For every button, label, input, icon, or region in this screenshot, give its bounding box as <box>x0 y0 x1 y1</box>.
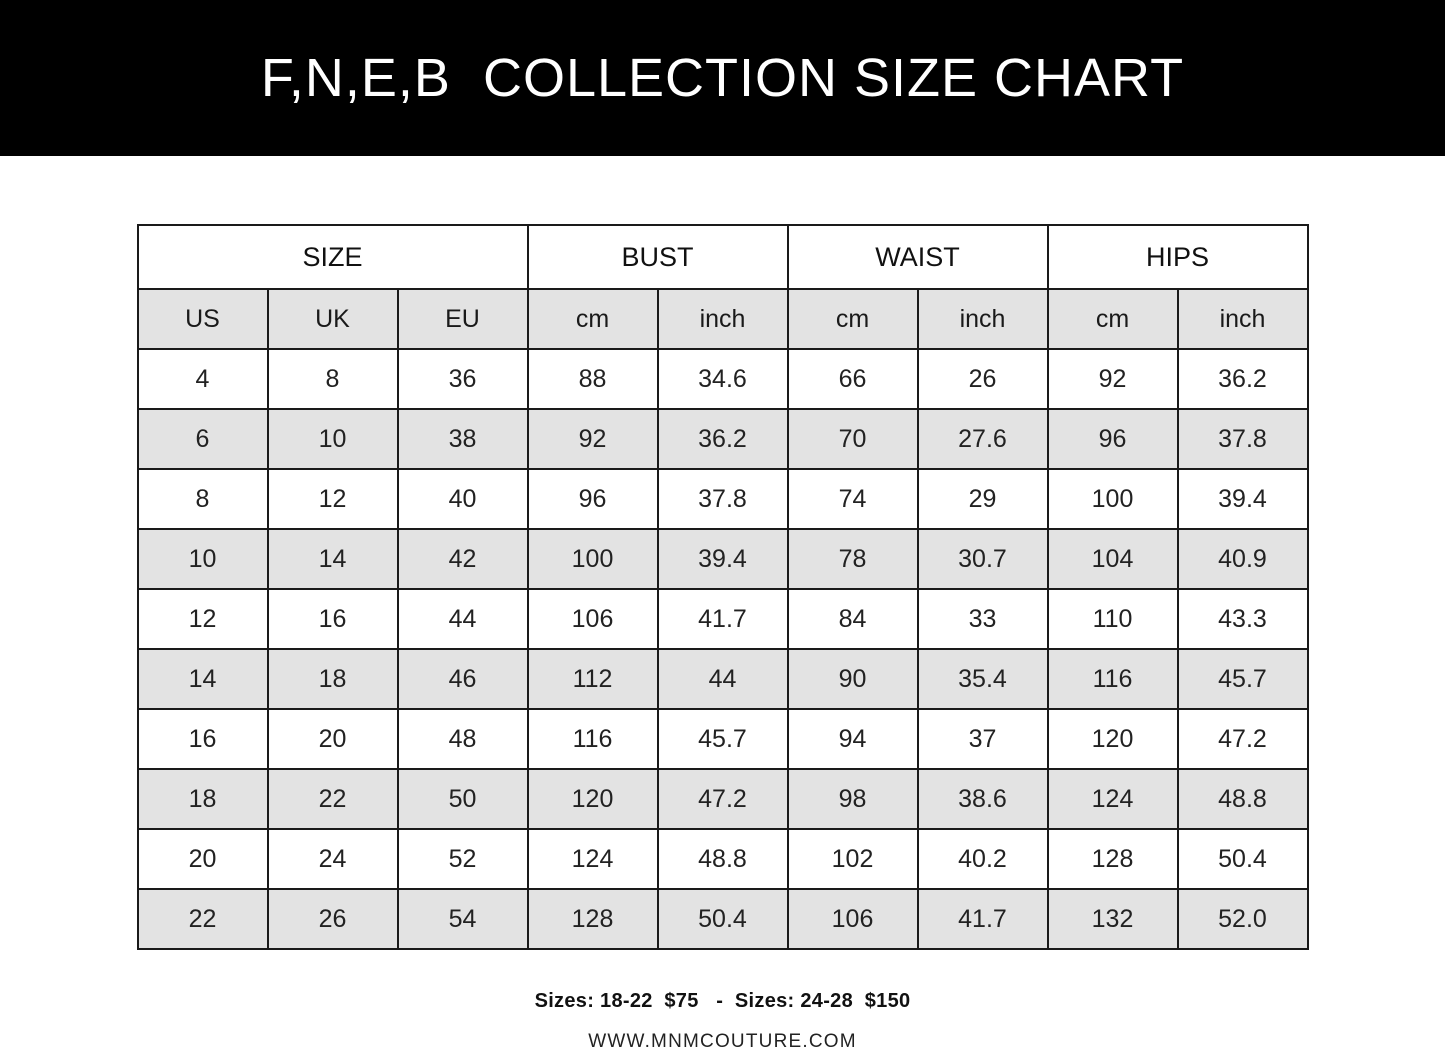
unit-header-hips-cm: cm <box>1048 289 1178 349</box>
cell-hips-cm: 100 <box>1048 469 1178 529</box>
table-row <box>138 349 1308 409</box>
page-title: F,N,E,B COLLECTION SIZE CHART <box>260 48 1185 108</box>
cell-bust-inch: 34.6 <box>658 349 788 409</box>
table-row <box>138 829 1308 889</box>
cell-eu: 52 <box>398 829 528 889</box>
cell-waist-cm: 102 <box>788 829 918 889</box>
unit-header-bust-inch: inch <box>658 289 788 349</box>
cell-hips-cm: 92 <box>1048 349 1178 409</box>
cell-hips-inch: 47.2 <box>1178 709 1308 769</box>
table-row <box>138 409 1308 469</box>
size-chart-table <box>137 224 1309 950</box>
header-banner <box>0 0 1445 156</box>
cell-bust-cm: 96 <box>528 469 658 529</box>
cell-eu: 40 <box>398 469 528 529</box>
unit-header-eu: EU <box>398 289 528 349</box>
price-note: Sizes: 18-22 $75 - Sizes: 24-28 $150 <box>534 990 911 1012</box>
cell-bust-cm: 112 <box>528 649 658 709</box>
cell-bust-inch: 41.7 <box>658 589 788 649</box>
cell-waist-inch: 30.7 <box>918 529 1048 589</box>
cell-waist-inch: 35.4 <box>918 649 1048 709</box>
website-url: WWW.MNMCOUTURE.COM <box>588 1031 857 1052</box>
unit-header-us: US <box>138 289 268 349</box>
cell-us: 22 <box>138 889 268 949</box>
cell-bust-cm: 116 <box>528 709 658 769</box>
cell-waist-inch: 37 <box>918 709 1048 769</box>
cell-waist-inch: 27.6 <box>918 409 1048 469</box>
cell-eu: 50 <box>398 769 528 829</box>
cell-waist-inch: 40.2 <box>918 829 1048 889</box>
table-row <box>138 709 1308 769</box>
cell-us: 10 <box>138 529 268 589</box>
unit-header-waist-inch: inch <box>918 289 1048 349</box>
cell-waist-cm: 106 <box>788 889 918 949</box>
cell-bust-inch: 48.8 <box>658 829 788 889</box>
group-header-waist: WAIST <box>788 225 1048 289</box>
cell-eu: 44 <box>398 589 528 649</box>
cell-waist-cm: 66 <box>788 349 918 409</box>
cell-us: 14 <box>138 649 268 709</box>
footer <box>0 990 1445 1053</box>
cell-uk: 14 <box>268 529 398 589</box>
cell-waist-cm: 98 <box>788 769 918 829</box>
cell-waist-inch: 26 <box>918 349 1048 409</box>
cell-eu: 54 <box>398 889 528 949</box>
unit-header-waist-cm: cm <box>788 289 918 349</box>
cell-waist-cm: 90 <box>788 649 918 709</box>
cell-bust-cm: 100 <box>528 529 658 589</box>
cell-hips-inch: 45.7 <box>1178 649 1308 709</box>
cell-uk: 24 <box>268 829 398 889</box>
table-row <box>138 649 1308 709</box>
cell-us: 8 <box>138 469 268 529</box>
cell-us: 4 <box>138 349 268 409</box>
cell-uk: 20 <box>268 709 398 769</box>
cell-hips-cm: 116 <box>1048 649 1178 709</box>
cell-hips-inch: 50.4 <box>1178 829 1308 889</box>
cell-us: 18 <box>138 769 268 829</box>
cell-us: 16 <box>138 709 268 769</box>
cell-us: 6 <box>138 409 268 469</box>
unit-header-hips-inch: inch <box>1178 289 1308 349</box>
cell-waist-inch: 29 <box>918 469 1048 529</box>
cell-us: 12 <box>138 589 268 649</box>
cell-eu: 48 <box>398 709 528 769</box>
cell-bust-inch: 39.4 <box>658 529 788 589</box>
cell-bust-cm: 128 <box>528 889 658 949</box>
unit-header-bust-cm: cm <box>528 289 658 349</box>
cell-uk: 22 <box>268 769 398 829</box>
cell-uk: 18 <box>268 649 398 709</box>
cell-hips-cm: 128 <box>1048 829 1178 889</box>
cell-uk: 12 <box>268 469 398 529</box>
cell-uk: 26 <box>268 889 398 949</box>
unit-header-row <box>138 289 1308 349</box>
table-row <box>138 769 1308 829</box>
cell-uk: 8 <box>268 349 398 409</box>
cell-waist-cm: 94 <box>788 709 918 769</box>
group-header-size: SIZE <box>138 225 528 289</box>
cell-hips-cm: 110 <box>1048 589 1178 649</box>
cell-bust-inch: 36.2 <box>658 409 788 469</box>
cell-us: 20 <box>138 829 268 889</box>
cell-bust-inch: 37.8 <box>658 469 788 529</box>
cell-bust-inch: 47.2 <box>658 769 788 829</box>
cell-bust-cm: 106 <box>528 589 658 649</box>
cell-bust-inch: 50.4 <box>658 889 788 949</box>
group-header-bust: BUST <box>528 225 788 289</box>
cell-waist-cm: 70 <box>788 409 918 469</box>
cell-hips-inch: 48.8 <box>1178 769 1308 829</box>
cell-bust-inch: 45.7 <box>658 709 788 769</box>
cell-waist-cm: 78 <box>788 529 918 589</box>
cell-bust-cm: 124 <box>528 829 658 889</box>
cell-uk: 10 <box>268 409 398 469</box>
cell-waist-inch: 38.6 <box>918 769 1048 829</box>
table-row <box>138 529 1308 589</box>
cell-eu: 42 <box>398 529 528 589</box>
table-row <box>138 469 1308 529</box>
table-row <box>138 589 1308 649</box>
cell-bust-cm: 92 <box>528 409 658 469</box>
cell-waist-inch: 33 <box>918 589 1048 649</box>
cell-hips-cm: 104 <box>1048 529 1178 589</box>
cell-hips-cm: 120 <box>1048 709 1178 769</box>
cell-waist-cm: 84 <box>788 589 918 649</box>
cell-hips-cm: 132 <box>1048 889 1178 949</box>
cell-hips-inch: 40.9 <box>1178 529 1308 589</box>
cell-bust-inch: 44 <box>658 649 788 709</box>
table-head <box>138 225 1308 349</box>
cell-hips-inch: 37.8 <box>1178 409 1308 469</box>
cell-hips-inch: 36.2 <box>1178 349 1308 409</box>
cell-eu: 38 <box>398 409 528 469</box>
table-row <box>138 889 1308 949</box>
cell-bust-cm: 120 <box>528 769 658 829</box>
table-body <box>138 349 1308 949</box>
cell-waist-inch: 41.7 <box>918 889 1048 949</box>
cell-uk: 16 <box>268 589 398 649</box>
cell-hips-cm: 96 <box>1048 409 1178 469</box>
group-header-row <box>138 225 1308 289</box>
size-chart-table-wrapper <box>137 224 1309 950</box>
cell-eu: 36 <box>398 349 528 409</box>
cell-waist-cm: 74 <box>788 469 918 529</box>
cell-hips-inch: 52.0 <box>1178 889 1308 949</box>
cell-eu: 46 <box>398 649 528 709</box>
cell-hips-inch: 43.3 <box>1178 589 1308 649</box>
cell-hips-inch: 39.4 <box>1178 469 1308 529</box>
unit-header-uk: UK <box>268 289 398 349</box>
cell-hips-cm: 124 <box>1048 769 1178 829</box>
cell-bust-cm: 88 <box>528 349 658 409</box>
group-header-hips: HIPS <box>1048 225 1308 289</box>
